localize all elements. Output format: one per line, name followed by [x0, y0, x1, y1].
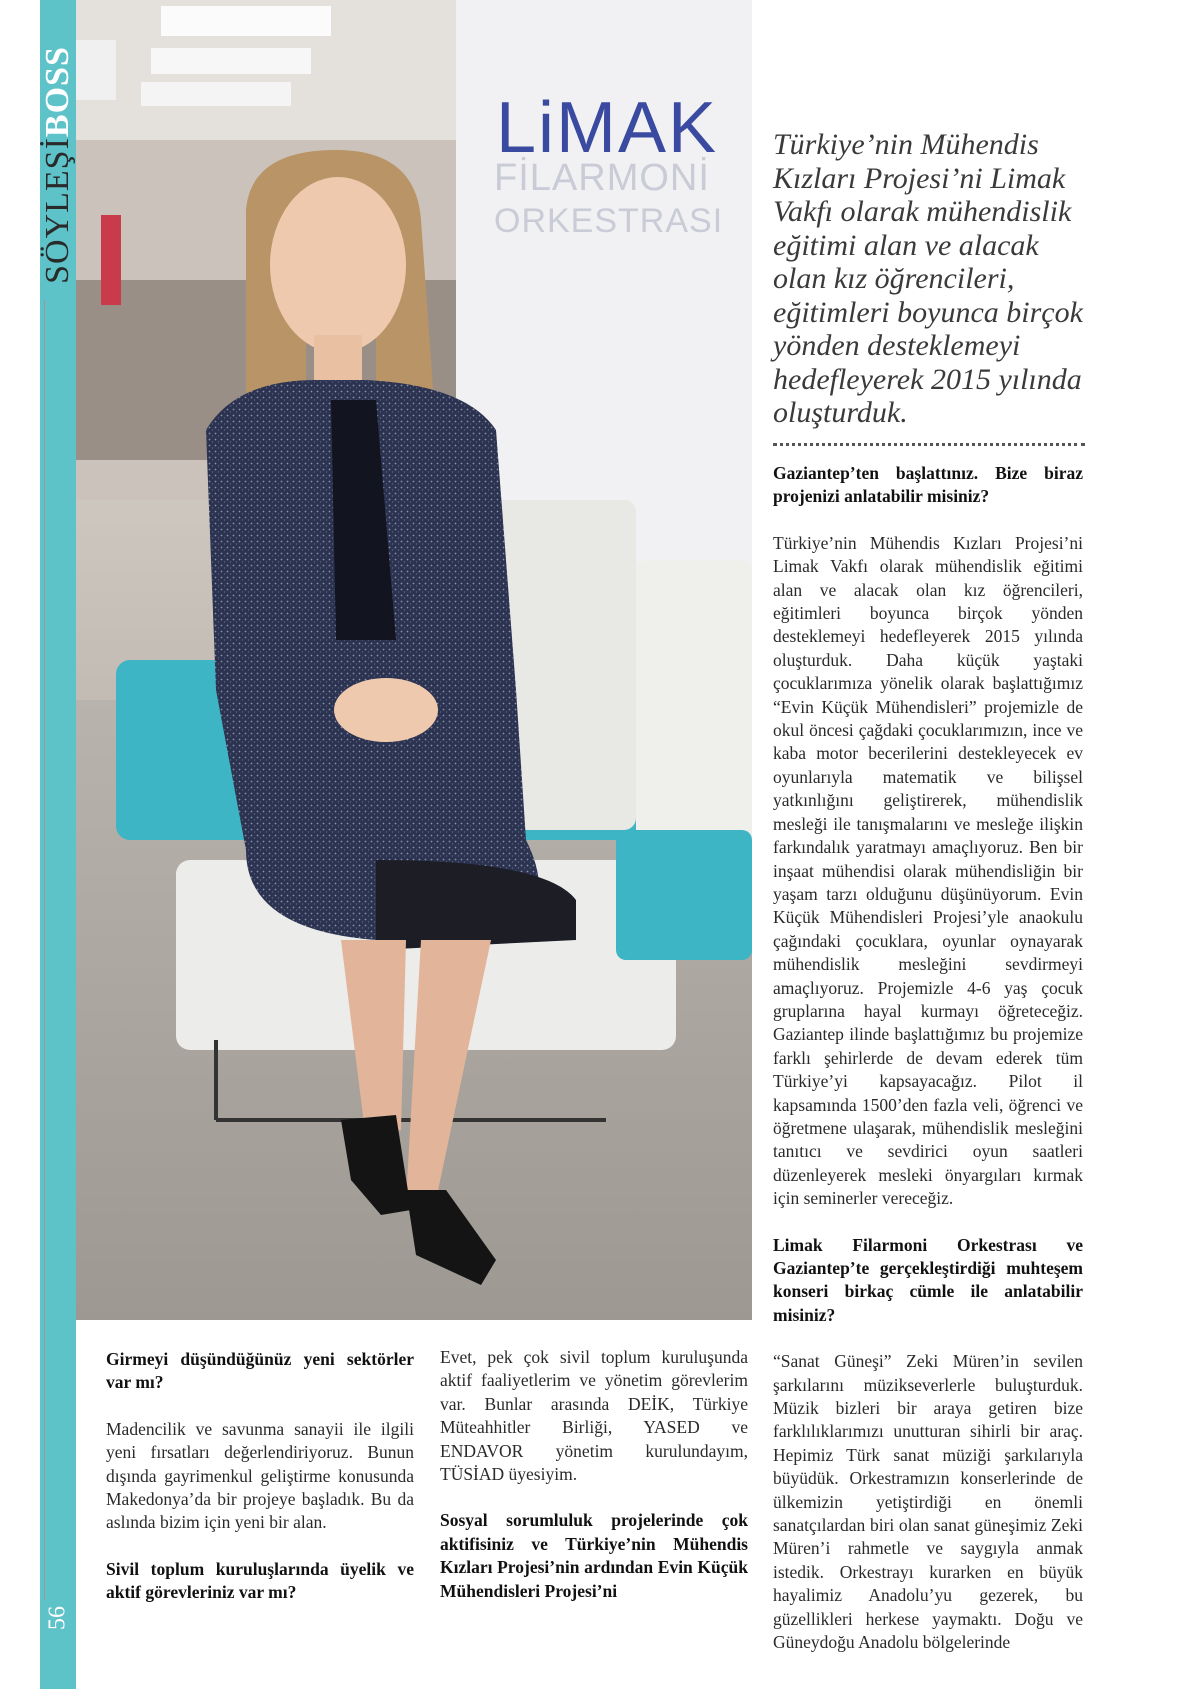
side-divider-line [44, 300, 45, 1600]
page-number: 56 [44, 1606, 71, 1630]
question-new-sectors: Girmeyi düşündüğünüz yeni sektörler var mı? [106, 1349, 414, 1393]
section-word-boss: BOSS [39, 46, 76, 138]
section-label [39, 46, 77, 284]
answer-ngo: Evet, pek çok sivil toplum kuruluşunda aktif faaliyetlerim ve yönetim görevlerim var. Bunlar arasında DEİK, Türkiye Müteahhitler Birliği, YASED ve ENDAVOR yönetim kurulundayım, TÜSİAD üyesiyim. [440, 1347, 748, 1485]
question-social-responsibility: Sosyal sorumluluk projelerinde çok aktifisiniz ve Türkiye’nin Mühendis Kızları Projesi’nin ardından Evin Küçük Mühendisleri Projesi’ni [440, 1510, 748, 1601]
banner-filarmoni: FİLARMONİ [494, 157, 710, 199]
question-ngo: Sivil toplum kuruluşlarında üyelik ve aktif görevleriniz var mı? [106, 1558, 414, 1603]
answer-filarmoni: “Sanat Güneşi” Zeki Müren’in sevilen şarkılarını müzikseverlerle buluşturduk. Müzik bizleri bir araya getiren bize farklılıklarımızı unutturan sihirli bir araç. Hepimiz Türk sanat müziği şarkılarıyla büyüdük. Orkestramızın konserlerinde de ülkemizin yetiştirdiği en önemli sanatçılardan biri olan sanat güneşimiz Zeki Müren’i rahmetle ve saygıyla anmak istedik. Orkestrayı kurarken en büyük hayalimiz Anadolu’yu gezerek, bu güzellikleri herkese yaymaktı. Doğu ve Güneydoğu Anadolu bölgelerinde [773, 1351, 1083, 1653]
bottom-left-column [106, 1348, 414, 1628]
answer-new-sectors: Madencilik ve savunma sanayii ile ilgili yeni fırsatları değerlendiriyoruz. Bunun dışında gayrimenkul geliştirme konusunda Makedonya’da bir projeye başladık. Bu da aslında bizim için yeni bir alan. [106, 1418, 414, 1533]
bottom-middle-column [440, 1346, 748, 1626]
banner-orkestrasi: ORKESTRASI [494, 202, 724, 240]
banner-limak-logo: LiMAK [496, 88, 719, 168]
interview-photo [76, 0, 752, 1320]
dotted-divider [773, 443, 1085, 446]
answer-gaziantep: Türkiye’nin Mühendis Kızları Projesi’ni Limak Vakfı olarak mühendislik eğitimi alan ve alacak olan kız öğrencileri, eğitimleri boyunca birçok yönden desteklemeyi hedefleyerek 2015 yılında oluşturduk. Daha küçük yaştaki çocuklarımıza yönelik olarak başlattığımız “Evin Küçük Mühendisleri” projemizle de okul öncesi çağdaki çocuklarımızın, ince ve kaba motor becerilerini destekleyecek ev oyunlarıyla matematik ve bilişsel yatkınlığını geliştirerek, mühendislik mesleği ile tanışmalarını ve mesleğe ilişkin farkındalık yaratmayı amaçlıyoruz. Ben bir inşaat mühendisi olarak mühendisliğin bir yaşam tarzı olduğunu düşünüyorum. Evin Küçük Mühendisleri Projesi’yle anaokulu çağındaki çocuklara, oyunlar oynayarak mühendislik mesleğini sevdirmeyi amaçlıyoruz. Projemizle 4-6 yaş çocuk gruplarına hayal kurmayı öğreteceğiz. Gaziantep ilinde başlattığımız bu projemize farklı şehirlerde de devam ederek tüm Türkiye’yi kapsayacağız. Pilot il kapsamında 1500’den fazla veli, öğrenci ve öğretmene ulaşarak, mühendislik mesleğini tanıtıcı ve sevdirici oyun saatleri düzenleyerek mesleki önyargıları kırmak için seminerler vereceğiz. [773, 532, 1083, 1209]
question-filarmoni: Limak Filarmoni Orkestrası ve Gaziantep’te gerçekleştirdiği muhteşem konseri birkaç cümle ile anlatabilir misiniz? [773, 1234, 1083, 1325]
section-word-soylesi: SÖYLEŞİ [39, 137, 76, 284]
question-gaziantep: Gaziantep’ten başlattınız. Bize biraz projenizi anlatabilir misiniz? [773, 463, 1083, 507]
pull-quote: Türkiye’nin Mühendis Kızları Projesi’ni Limak Vakfı olarak mühendislik eğitimi alan ve alacak olan kız öğrencileri, eğitimleri boyunca birçok yönden desteklemeyi hedefleyerek 2015 yılında oluşturduk. [773, 128, 1083, 429]
right-column [773, 462, 1083, 1678]
